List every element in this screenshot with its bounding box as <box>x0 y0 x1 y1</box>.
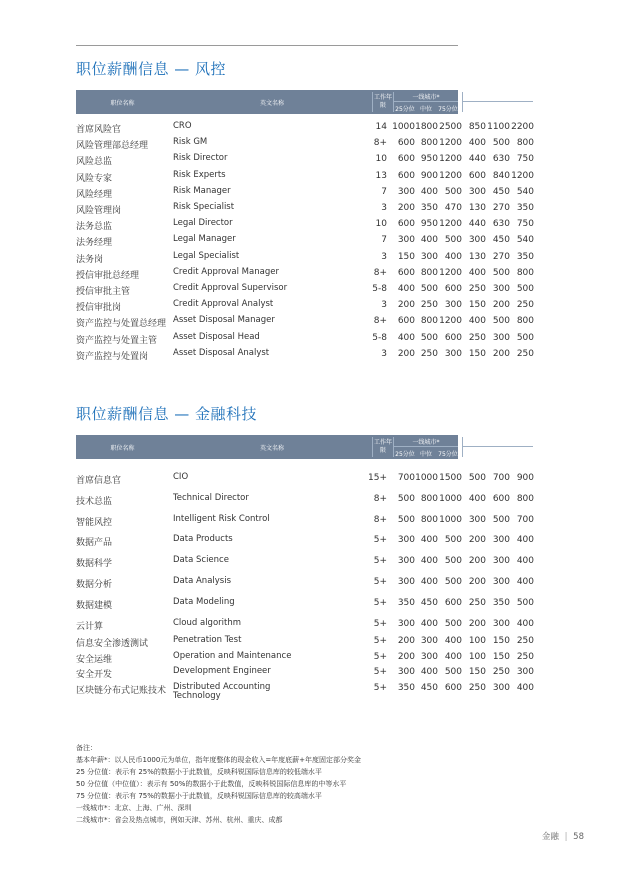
salary-value: 800 <box>420 267 438 278</box>
position-en: Data Products <box>173 534 233 545</box>
salary-value: 500 <box>444 186 462 197</box>
years-value: 14 <box>375 122 387 132</box>
salary-value: 300 <box>468 514 486 525</box>
position-en: Cloud algorithm <box>173 617 242 628</box>
salary-value: 300 <box>444 300 462 311</box>
position-cn: 授信审批岗 <box>76 303 122 314</box>
salary-value: 150 <box>468 300 486 311</box>
salary-value: 1000 <box>439 493 462 504</box>
salary-value: 850 <box>468 122 486 132</box>
salary-value: 500 <box>444 235 462 246</box>
years-value: 5+ <box>373 636 387 646</box>
salary-value: 250 <box>492 667 510 677</box>
salary-value: 300 <box>397 556 415 567</box>
position-en: Credit Approval Manager <box>173 266 279 277</box>
salary-value: 2200 <box>511 122 534 132</box>
salary-value: 300 <box>420 251 438 262</box>
position-cn: 数据分析 <box>76 580 113 590</box>
header-t1-p25: 25分位 <box>395 451 415 458</box>
position-cn: 风险专家 <box>76 173 113 184</box>
salary-value: 350 <box>397 597 415 608</box>
salary-value: 300 <box>492 556 510 567</box>
years-value: 5-8 <box>372 332 387 343</box>
position-en: Asset Disposal Manager <box>173 315 275 326</box>
salary-value: 400 <box>444 651 462 662</box>
salary-value: 150 <box>468 348 486 359</box>
position-cn: 风险经理 <box>76 189 113 200</box>
note-line: 二线城市*：省会及热点城市，例如天津、苏州、杭州、重庆、成都 <box>76 816 283 824</box>
years-value: 5+ <box>373 535 387 546</box>
position-cn: 授信审批总经理 <box>76 270 140 281</box>
table-header-fintech <box>76 435 530 459</box>
position-cn: 首席信息官 <box>76 476 122 486</box>
salary-value: 270 <box>492 203 510 213</box>
position-cn: 区块链分布式记账技术 <box>76 685 167 696</box>
salary-value: 250 <box>468 597 486 608</box>
position-cn: 风险管理部总经理 <box>76 141 149 152</box>
salary-value: 150 <box>397 251 415 262</box>
salary-value: 350 <box>492 597 510 608</box>
position-cn: 法务岗 <box>76 254 104 265</box>
salary-value: 450 <box>420 682 438 693</box>
salary-value: 600 <box>397 316 415 327</box>
salary-value: 600 <box>397 267 415 278</box>
years-value: 13 <box>375 170 387 181</box>
note-line: 基本年薪*：以人民币1000元为单位，指年度整体的现金收入=年度底薪+年度固定部分奖金 <box>76 756 362 764</box>
salary-value: 500 <box>444 667 462 677</box>
header-years: 工作年限 <box>373 439 392 454</box>
salary-value: 1200 <box>439 267 462 278</box>
salary-value: 500 <box>492 138 510 149</box>
page-number: 58 <box>573 832 584 842</box>
years-value: 5+ <box>373 651 387 662</box>
header-tier1: 一线城市* <box>412 439 440 446</box>
salary-value: 200 <box>468 535 486 546</box>
position-cn: 法务经理 <box>76 238 113 249</box>
position-cn: 授信审批主管 <box>76 287 131 297</box>
salary-value: 400 <box>420 535 438 546</box>
salary-value: 200 <box>492 300 510 311</box>
salary-value: 350 <box>516 203 534 213</box>
header-t2-p75: 75分位 <box>510 451 530 458</box>
years-value: 5+ <box>373 667 387 677</box>
years-value: 3 <box>381 300 387 311</box>
salary-value: 300 <box>468 186 486 197</box>
position-en: Data Science <box>173 555 229 566</box>
salary-value: 200 <box>468 618 486 629</box>
salary-value: 440 <box>468 219 486 230</box>
salary-value: 200 <box>492 348 510 359</box>
salary-value: 700 <box>516 514 534 525</box>
position-en: Credit Approval Supervisor <box>173 283 288 293</box>
salary-value: 800 <box>516 316 534 327</box>
salary-value: 400 <box>420 667 438 677</box>
salary-value: 300 <box>516 667 534 677</box>
salary-value: 500 <box>516 597 534 608</box>
salary-value: 400 <box>516 577 534 587</box>
years-value: 5+ <box>373 556 387 567</box>
salary-value: 300 <box>397 667 415 677</box>
salary-value: 800 <box>420 493 438 504</box>
salary-value: 1500 <box>439 473 462 483</box>
years-value: 5+ <box>373 682 387 693</box>
years-value: 3 <box>381 348 387 359</box>
header-t2-p50: 中位 <box>490 451 503 458</box>
header-t2-p75: 75分位 <box>510 106 530 113</box>
header-t1-p75: 75分位 <box>438 106 458 113</box>
salary-value: 200 <box>397 203 415 213</box>
salary-value: 600 <box>444 332 462 343</box>
position-cn: 智能风控 <box>76 517 113 528</box>
position-en: CIO <box>173 472 189 482</box>
note-line: 50 分位值（中位值）：表示有 50%的数据小于此数值，反映科锐国际信息库的中等水平 <box>76 780 347 788</box>
salary-value: 250 <box>420 348 438 359</box>
salary-value: 1100 <box>487 122 510 132</box>
salary-value: 200 <box>397 348 415 359</box>
salary-value: 400 <box>397 332 415 343</box>
salary-value: 250 <box>516 348 534 359</box>
salary-value: 600 <box>468 170 486 181</box>
salary-value: 600 <box>444 682 462 693</box>
salary-value: 1000 <box>392 122 415 132</box>
position-cn: 数据科学 <box>76 559 113 570</box>
salary-value: 1200 <box>439 138 462 149</box>
position-cn: 法务总监 <box>76 222 113 233</box>
years-value: 3 <box>381 203 387 213</box>
position-cn: 首席风险官 <box>76 125 122 135</box>
salary-value: 600 <box>492 493 510 504</box>
salary-value: 450 <box>492 235 510 246</box>
position-en: Legal Director <box>173 218 233 229</box>
salary-value: 300 <box>492 618 510 629</box>
header-english: 英文名称 <box>259 445 284 452</box>
header-position: 职位名称 <box>110 100 135 107</box>
years-value: 5-8 <box>372 284 387 294</box>
header-t2-p25: 25分位 <box>465 451 485 458</box>
salary-value: 500 <box>420 332 438 343</box>
salary-value: 500 <box>397 514 415 525</box>
salary-value: 450 <box>420 597 438 608</box>
salary-value: 600 <box>397 154 415 165</box>
salary-value: 1200 <box>439 316 462 327</box>
salary-value: 470 <box>444 203 462 213</box>
salary-value: 300 <box>492 332 510 343</box>
salary-value: 900 <box>516 473 534 483</box>
salary-value: 350 <box>397 682 415 693</box>
salary-value: 400 <box>468 493 486 504</box>
salary-value: 400 <box>468 267 486 278</box>
salary-value: 800 <box>516 493 534 504</box>
position-cn: 安全开发 <box>76 670 113 680</box>
salary-value: 600 <box>397 219 415 230</box>
salary-value: 200 <box>397 636 415 646</box>
position-cn: 数据产品 <box>76 538 113 549</box>
salary-value: 270 <box>492 251 510 262</box>
years-value: 8+ <box>373 267 387 278</box>
salary-value: 400 <box>420 186 438 197</box>
years-value: 3 <box>381 251 387 262</box>
position-en: Data Modeling <box>173 596 235 607</box>
position-en: Asset Disposal Analyst <box>173 347 270 358</box>
position-en: Operation and Maintenance <box>173 650 292 661</box>
section-title-fintech: 职位薪酬信息 — 金融科技 <box>76 405 258 423</box>
salary-value: 900 <box>420 170 438 181</box>
years-value: 5+ <box>373 577 387 587</box>
salary-value: 150 <box>492 651 510 662</box>
position-en: Credit Approval Analyst <box>173 299 274 310</box>
years-value: 15+ <box>368 473 387 483</box>
salary-value: 600 <box>444 597 462 608</box>
salary-value: 250 <box>468 332 486 343</box>
salary-value: 500 <box>397 493 415 504</box>
salary-value: 300 <box>492 682 510 693</box>
salary-value: 350 <box>420 203 438 213</box>
salary-value: 200 <box>468 577 486 587</box>
position-cn: 云计算 <box>76 621 104 632</box>
salary-value: 1200 <box>511 170 534 181</box>
salary-value: 200 <box>397 651 415 662</box>
salary-value: 950 <box>420 154 438 165</box>
position-en: Penetration Test <box>173 635 242 645</box>
position-en: Data Analysis <box>173 576 232 586</box>
page-footer <box>542 830 584 842</box>
salary-value: 130 <box>468 203 486 213</box>
salary-value: 800 <box>516 138 534 149</box>
position-en: Risk Experts <box>173 169 226 180</box>
salary-value: 500 <box>444 577 462 587</box>
salary-value: 1000 <box>415 473 438 483</box>
note-heading: 备注： <box>76 744 97 752</box>
position-en: Risk GM <box>173 137 208 148</box>
position-en: Risk Specialist <box>173 202 235 212</box>
salary-value: 250 <box>516 651 534 662</box>
salary-value: 300 <box>420 636 438 646</box>
salary-value: 400 <box>516 535 534 546</box>
salary-value: 500 <box>468 473 486 483</box>
years-value: 5+ <box>373 618 387 629</box>
salary-value: 300 <box>492 577 510 587</box>
salary-value: 400 <box>468 316 486 327</box>
header-t2-p50: 中位 <box>490 106 503 113</box>
salary-value: 300 <box>397 577 415 587</box>
salary-value: 250 <box>420 300 438 311</box>
position-en: Distributed Accounting Technology <box>173 681 271 701</box>
footer-separator: | <box>564 832 568 842</box>
salary-value: 630 <box>492 219 510 230</box>
salary-value: 400 <box>444 251 462 262</box>
note-line: 25 分位值：表示有 25%的数据小于此数值，反映科锐国际信息库的较低端水平 <box>76 768 322 776</box>
header-position: 职位名称 <box>110 445 135 452</box>
position-cn: 资产监控与处置总经理 <box>76 319 167 330</box>
header-t2-p25: 25分位 <box>465 106 485 113</box>
years-value: 7 <box>381 186 387 197</box>
years-value: 5+ <box>373 597 387 608</box>
top-divider <box>76 45 458 46</box>
salary-value: 1200 <box>439 170 462 181</box>
salary-value: 400 <box>516 618 534 629</box>
salary-value: 250 <box>468 682 486 693</box>
salary-value: 1200 <box>439 154 462 165</box>
header-tier2: 二线城市* <box>484 94 512 101</box>
table-header-risk <box>76 90 530 114</box>
salary-value: 800 <box>420 514 438 525</box>
salary-value: 500 <box>420 284 438 294</box>
salary-value: 800 <box>420 138 438 149</box>
salary-value: 540 <box>516 235 534 246</box>
header-tier2: 二线城市* <box>484 439 512 446</box>
salary-value: 1800 <box>415 122 438 132</box>
salary-value: 800 <box>420 316 438 327</box>
header-tier1: 一线城市* <box>412 94 440 101</box>
header-t1-p50: 中位 <box>419 106 432 113</box>
position-cn: 安全运维 <box>76 654 113 665</box>
salary-value: 700 <box>397 473 415 483</box>
salary-value: 400 <box>420 235 438 246</box>
salary-value: 150 <box>468 667 486 677</box>
salary-value: 300 <box>468 235 486 246</box>
salary-value: 300 <box>397 235 415 246</box>
years-value: 8+ <box>373 316 387 327</box>
salary-value: 950 <box>420 219 438 230</box>
years-value: 8+ <box>373 138 387 149</box>
position-en: Technical Director <box>173 492 249 503</box>
salary-value: 500 <box>444 556 462 567</box>
salary-value: 600 <box>397 138 415 149</box>
salary-value: 500 <box>444 618 462 629</box>
salary-value: 800 <box>516 267 534 278</box>
position-cn: 资产监控与处置岗 <box>76 351 149 362</box>
salary-value: 500 <box>492 267 510 278</box>
salary-value: 300 <box>397 535 415 546</box>
salary-value: 1000 <box>439 514 462 525</box>
position-cn: 风险总监 <box>76 157 113 168</box>
position-cn: 信息安全渗透测试 <box>76 639 149 649</box>
salary-value: 630 <box>492 154 510 165</box>
salary-value: 400 <box>397 284 415 294</box>
header-years: 工作年限 <box>373 94 392 109</box>
salary-value: 200 <box>397 300 415 311</box>
salary-value: 350 <box>516 251 534 262</box>
salary-value: 700 <box>492 473 510 483</box>
salary-value: 300 <box>397 186 415 197</box>
salary-value: 500 <box>444 535 462 546</box>
note-line: 一线城市*：北京、上海、广州、深圳 <box>76 804 192 812</box>
header-english: 英文名称 <box>259 100 284 107</box>
salary-value: 100 <box>468 636 486 646</box>
section-title-risk: 职位薪酬信息 — 风控 <box>76 60 227 78</box>
salary-value: 400 <box>420 577 438 587</box>
years-value: 8+ <box>373 493 387 504</box>
salary-value: 500 <box>516 332 534 343</box>
header-t1-p50: 中位 <box>419 451 432 458</box>
salary-value: 250 <box>468 284 486 294</box>
salary-value: 500 <box>516 284 534 294</box>
salary-value: 500 <box>492 316 510 327</box>
salary-value: 400 <box>516 556 534 567</box>
position-en: Asset Disposal Head <box>173 331 260 342</box>
salary-value: 840 <box>492 170 510 181</box>
position-en: Legal Manager <box>173 234 236 245</box>
salary-value: 2500 <box>439 122 462 132</box>
salary-value: 100 <box>468 651 486 662</box>
header-t1-p25: 25分位 <box>395 106 415 113</box>
salary-value: 130 <box>468 251 486 262</box>
position-en: Risk Director <box>173 153 228 164</box>
footer-label: 金融 <box>541 832 559 842</box>
salary-value: 450 <box>492 186 510 197</box>
salary-value: 750 <box>516 219 534 230</box>
salary-value: 500 <box>492 514 510 525</box>
position-en: Risk Manager <box>173 185 231 196</box>
salary-value: 300 <box>420 651 438 662</box>
salary-value: 750 <box>516 154 534 165</box>
position-en: CRO <box>173 121 192 131</box>
years-value: 10 <box>375 219 387 230</box>
salary-value: 600 <box>397 170 415 181</box>
salary-value: 300 <box>492 535 510 546</box>
position-en: Intelligent Risk Control <box>173 513 270 524</box>
years-value: 10 <box>375 154 387 165</box>
position-cn: 数据建模 <box>76 600 113 611</box>
salary-value: 300 <box>444 348 462 359</box>
salary-value: 150 <box>492 636 510 646</box>
salary-value: 400 <box>444 636 462 646</box>
position-cn: 资产监控与处置主管 <box>76 335 158 346</box>
salary-value: 400 <box>420 556 438 567</box>
salary-value: 400 <box>468 138 486 149</box>
salary-value: 250 <box>516 300 534 311</box>
position-cn: 风险管理岗 <box>76 206 122 216</box>
years-value: 7 <box>381 235 387 246</box>
salary-value: 1200 <box>439 219 462 230</box>
header-t1-p75: 75分位 <box>438 451 458 458</box>
salary-value: 440 <box>468 154 486 165</box>
position-cn: 技术总监 <box>76 496 113 507</box>
salary-value: 600 <box>444 284 462 294</box>
salary-value: 400 <box>516 682 534 693</box>
position-en: Development Engineer <box>173 666 271 676</box>
note-line: 75 分位值：表示有 75%的数据小于此数值，反映科锐国际信息库的较高端水平 <box>76 792 322 800</box>
salary-value: 400 <box>420 618 438 629</box>
position-en: Legal Specialist <box>173 250 240 261</box>
salary-value: 300 <box>492 284 510 294</box>
salary-value: 200 <box>468 556 486 567</box>
salary-value: 300 <box>397 618 415 629</box>
salary-value: 250 <box>516 636 534 646</box>
years-value: 8+ <box>373 514 387 525</box>
salary-value: 540 <box>516 186 534 197</box>
